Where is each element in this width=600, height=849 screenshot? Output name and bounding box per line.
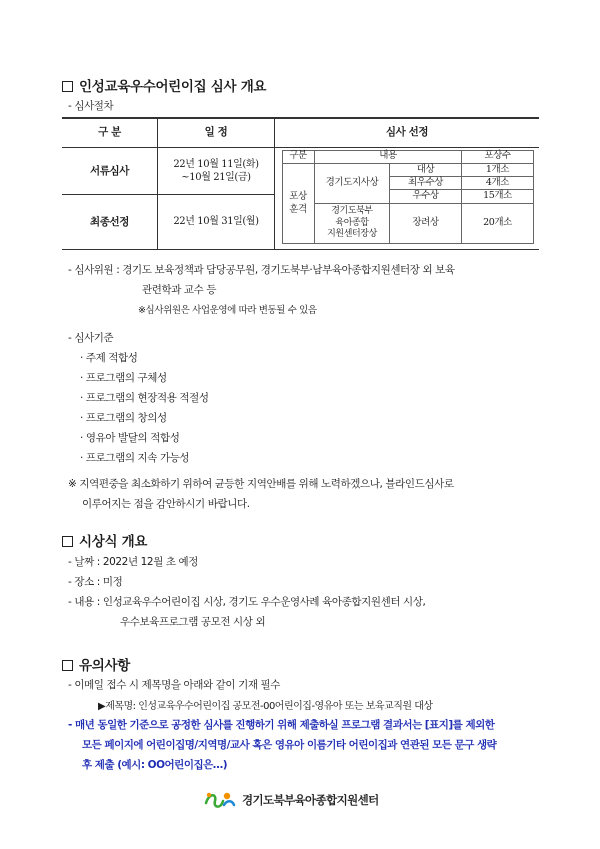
footer-logo: [203, 789, 379, 811]
section-title-notes: [62, 654, 130, 674]
row-document-review: 서류심사: [90, 164, 129, 177]
row-final-schedule: 22년 10월 31일(월): [173, 216, 259, 228]
header-schedule: 일 정: [204, 126, 228, 139]
section-title-notes-text: 유의사항: [79, 658, 130, 674]
ceremony-place: - 장소 : 미정: [68, 576, 123, 588]
procedure-label: - 심사절차: [68, 100, 114, 112]
checkbox-square-icon: [62, 81, 73, 92]
section-title-review: [62, 75, 266, 95]
ceremony-date: - 날짜 : 2022년 12월 초 예정: [68, 556, 199, 568]
ceremony-content-line1: - 내용 : 인성교육우수어린이집 시상, 경기도 우수운영사례 육아종합지원센터 시상,: [68, 596, 426, 608]
blue-notice-line3: 후 제출 (예시: OO어린이집은…): [82, 759, 228, 771]
criteria-item: · 프로그램의 구체성: [80, 372, 167, 384]
header-category: 구 분: [98, 126, 121, 139]
blue-notice-line2: 모든 페이지에 어린이집명/지역명/교사 혹은 영유아 이름기타 어린이집과 연관된 모든 문구 생략: [82, 739, 497, 751]
subject-line: ▶제목명: 인성교육우수어린이집 공모전-00어린이집-영유아 또는 보육교직원 대상: [98, 701, 433, 712]
award-grand: 대상: [416, 163, 435, 175]
email-line: - 이메일 접수 시 제목명을 아래와 같이 기재 필수: [68, 679, 281, 691]
schedule-end: ~10월 21일(금): [181, 172, 251, 183]
header-selection: 심사 선정: [385, 126, 429, 139]
section-title-review-text: 인성교육우수어린이집 심사 개요: [79, 79, 267, 95]
ceremony-content-line2: 우수보육프로그램 공모전 시상 외: [120, 616, 266, 628]
footer-org-name: 경기도북부육아종합지원센터: [242, 793, 379, 807]
award-rank-line2: 훈격: [289, 203, 307, 215]
center-award-line1: 경기도북부: [331, 205, 373, 216]
row-final-selection: 최종선정: [90, 215, 129, 228]
judges-note: ※심사위원은 사업운영에 따라 변동될 수 있음: [138, 305, 317, 316]
section-title-ceremony: [62, 530, 147, 550]
checkbox-square-icon: [62, 536, 73, 547]
count-excellence: 4개소: [485, 176, 510, 188]
row-document-schedule: [158, 148, 274, 194]
blue-notice-line1: - 매년 동일한 기준으로 공정한 심사를 진행하기 위해 제출하실 프로그램 결과서는 [표지]를 제외한: [68, 719, 495, 731]
schedule-start: 22년 10월 11일(화): [173, 158, 259, 170]
award-subtable: [282, 150, 534, 244]
count-encouragement: 20개소: [483, 217, 512, 229]
award-encouragement: 장려상: [412, 217, 439, 229]
criteria-item: · 프로그램의 현장적용 적절성: [80, 392, 209, 404]
criteria-label: - 심사기준: [68, 332, 114, 344]
section-title-ceremony-text: 시상식 개요: [79, 534, 148, 550]
checkbox-square-icon: [62, 660, 73, 671]
award-rank-line1: 포상: [289, 190, 307, 202]
sub-header-count: 포상수: [484, 150, 511, 162]
criteria-item: · 프로그램의 창의성: [80, 412, 167, 424]
center-award-line2: 육아종합: [335, 217, 369, 228]
sub-header-category: 구분: [289, 150, 307, 162]
organization-logo-icon: [203, 789, 237, 811]
count-merit: 15개소: [483, 190, 512, 202]
award-excellence: 최우수상: [407, 176, 444, 188]
center-award: [315, 204, 389, 243]
notice-line2: 이루어지는 점을 감안하시기 바랍니다.: [82, 498, 250, 510]
award-rank-label: [282, 164, 314, 243]
award-merit: 우수상: [412, 190, 439, 202]
judges-line2: 관련학과 교수 등: [142, 284, 217, 296]
notice-line1: ※ 지역편중을 최소화하기 위하여 균등한 지역안배를 위해 노력하겠으나, 블라인드심사로: [68, 478, 454, 490]
sub-header-content: 내용: [379, 150, 397, 162]
criteria-item: · 영유아 발달의 적합성: [80, 432, 180, 444]
criteria-item: · 프로그램의 지속 가능성: [80, 452, 190, 464]
center-award-line3: 지원센터장상: [327, 229, 377, 240]
governor-award: 경기도지사상: [325, 177, 379, 189]
criteria-item: · 주제 적합성: [80, 352, 138, 364]
judges-line1: - 심사위원 : 경기도 보육정책과 담당공무원, 경기도북부·남부육아종합지원센터장 외 보육: [68, 264, 455, 276]
count-grand: 1개소: [485, 163, 510, 175]
review-table: [62, 117, 539, 250]
